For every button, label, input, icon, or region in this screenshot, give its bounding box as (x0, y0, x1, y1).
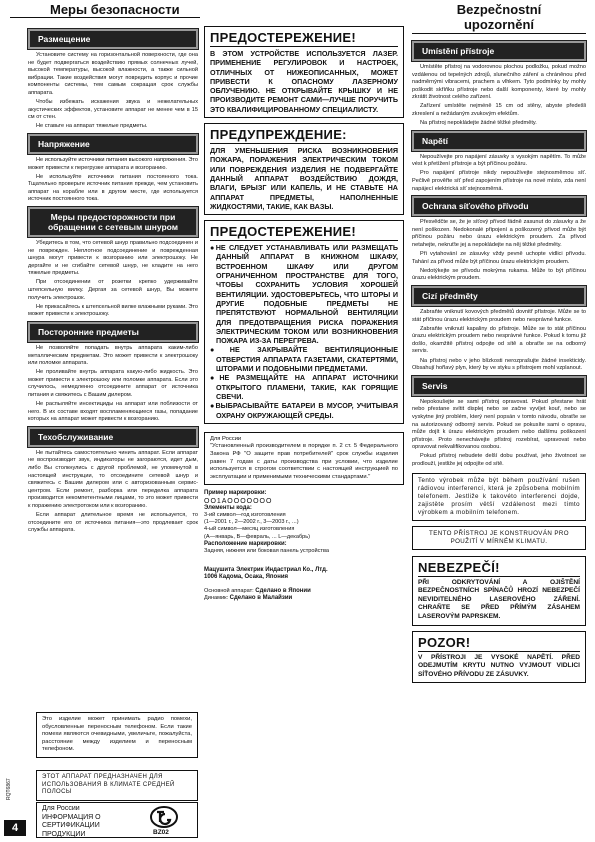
paragraph: Přesvědčte se, že je síťový přívod řádně zasunut do zásuvky a že není poškozen. Nedokonalé připojení a poškozený přívod může být příčinou požáru nebo úrazu elektrickým proudem. Za přívod netahejte, nekruťte jej a nepokládejte na něj těžké předměty. (412, 219, 586, 248)
section-body-placement (28, 52, 198, 131)
ventilation-caution-title: ПРЕДОСТЕРЕЖЕНИЕ! (210, 224, 398, 241)
russia-box-text: "Установленный производителем в порядке п. 2 ст. 5 Федерального Закона РФ "О защите прав потребителей" срок службы изделия равен 7 годам с даты производства при условии, что изделие используется в строгом соответствии с настоящей инструкцией по эксплуатации и применимыми техническими стандартами." (210, 443, 398, 480)
right-column (412, 38, 586, 688)
section-title-power-cord-cz: Ochrana síťového přívodu (412, 196, 586, 216)
manufacturer-name: Мацушита Электрик Индастриал Ко., Лтд. (204, 567, 328, 574)
manufacturer-info (204, 567, 404, 602)
section-title-foreign-objects: Посторонние предметы (28, 322, 198, 342)
paragraph: Не распыляйте инсектициды на аппарат или поблизости от него. В их составе входят воспламеняющиеся газы, попадание которых на аппарат может привести к возгоранию. (28, 401, 198, 423)
russia-service-life-box (204, 432, 404, 486)
fire-warning-box (204, 123, 404, 215)
cert-code: BZ02 (153, 829, 169, 836)
section-body-power-cord (28, 240, 198, 319)
russia-box-title: Для России (210, 435, 242, 442)
marking-location: Задняя, нижняя или боковая панель устройства (204, 547, 329, 554)
section-title-voltage: Напряжение (28, 134, 198, 154)
paragraph: Не используйте источники питания высокого напряжения. Это может привести к перегрузке аппарата и возгоранию. (28, 156, 198, 171)
paragraph: Не пытайтесь самостоятельно чинить аппарат. Если аппарат не воспроизводит звук, индикаторы не загораются, идет дым, либо Вы столкнулись с другой проблемой, не упомянутой в настоящей инструкции, то отсоедините сетевой шнур и свяжитесь с Вашим дилером или с авторизованным сервис-центром. Если ремонт, разборка или переделка аппарата производится некомпетентными лицами, то это может привести к поражению электротоком или к возгоранию. (28, 449, 198, 510)
laser-caution-text: В ЭТОМ УСТРОЙСТВЕ ИСПОЛЬЗУЕТСЯ ЛАЗЕР. ПРИМЕНЕНИЕ РЕГУЛИРОВОК И НАСТРОЕК, ОТЛИЧНЫХ ОТ НИЖЕОПИСАННЫХ, МОЖЕТ ПРИВЕСТИ К ОПАСНОМУ ЛАЗЕРНОМУ ОБЛУЧЕНИЮ. НЕ ОТКРЫВАЙТЕ КРЫШКУ И НЕ ПРОИЗВОДИТЕ РЕМОНТ САМИ—ЛУЧШЕ ПОРУЧИТЬ ЭТО КВАЛИФИЦИРОВАННОМУ СПЕЦИАЛИСТУ. (210, 49, 398, 114)
section-body-foreign-objects-cz (412, 309, 586, 373)
right-header-line-1: Bezpečnostní (456, 2, 542, 17)
left-column (28, 26, 198, 536)
gost-certification-icon (149, 805, 179, 829)
paragraph: Nepokoušejte se sami přístroj opravovat. Pokud přestane hrát nebo přestane svítit displej nebo se začne vyvíjet kouř, nebo se vyskytne jiný problém, který není popsán v tomto návodu, obraťte se na autorizovaný odborný servis. Pokud se pokusíte sami o opravu, může dojít k úrazu elektrickým proudem nebo dalšímu poškození přístroje. Proto nenechávejte přístroj rozebírat, upravovat nebo opravovat nekvalifikovanou osobou. (412, 398, 586, 451)
paragraph: Nepoužívejte pro napájení zásuvky s vysokým napětím. To může vést k přetížení přístroje a být příčinou požáru. (412, 153, 586, 168)
document-code: RQT6867 (6, 778, 12, 800)
fire-warning-title: ПРЕДУПРЕЖДЕНИЕ: (210, 127, 398, 144)
paragraph: Na přístroj nebo v jeho blízkosti nerozprašujte žádné insekticidy. Obsahují hořlavý plyn, který by ve styku s přístrojem mohl vzplanout. (412, 357, 586, 372)
paragraph: Zabraňte vniknutí kapaliny do přístroje. Může se to stát příčinou úrazu elektrickým proudem nebo nesprávné funkce. Pokud k tomu již došlo, okamžitě přístroj odpojte od sítě a obraťte se na odborný servis. (412, 325, 586, 355)
marking-line: (1—2001 г., 2—2002 г., 3—2003 г., ...) (204, 519, 299, 526)
caution-item: ●НЕ РАЗМЕЩАЙТЕ НА АППАРАТ ИСТОЧНИКИ ОТКРЫТОГО ПЛАМЕНИ, ТАКИЕ, КАК ГОРЯЩИЕ СВЕЧИ. (210, 373, 398, 401)
marking-location-title: Расположение маркировки: (204, 540, 287, 547)
right-header-title (412, 0, 586, 34)
caution-text: V PŘÍSTROJI JE VYSOKÉ NAPĚTÍ. PŘED ODEJMUTÍM KRYTU NUTNO VYJMOUT VIDLICI SÍŤOVÉHO PŘÍVODU ZE ZÁSUVKY. (418, 653, 580, 678)
phone-interference-note: Это изделие может принимать радио помехи, обусловленные переносным телефоном. Если такие помехи являются очевидными, увеличьте, пожалуйста, расстояние между изделием и переносным телефоном. (36, 712, 198, 758)
paragraph: Не используйте источники питания постоянного тока. Тщательно проверьте источник питания прежде, чем установить аппарат на корабле или в другом месте, где используется источник постоянного тока. (28, 173, 198, 203)
caution-item: ●НЕ СЛЕДУЕТ УСТАНАВЛИВАТЬ ИЛИ РАЗМЕЩАТЬ ДАННЫЙ АППАРАТ В КНИЖНОМ ШКАФУ, ВСТРОЕННОМ ШКАФУ ИЛИ ДРУГОМ ОГРАНИЧЕННОМ ПРОСТРАНСТВЕ ДЛЯ ТОГО, ЧТОБЫ СОХРАНИТЬ УСЛОВИЯ ХОРОШЕЙ ВЕНТИЛЯЦИИ. УДОСТОВЕРЬТЕСЬ, ЧТО ШТОРЫ И ДРУГИЕ ПОДОБНЫЕ ПРЕДМЕТЫ НЕ ПРЕПЯТСТВУЮТ НОРМАЛЬНОЙ ВЕНТИЛЯЦИИ ДЛЯ ПРЕДОТВРАЩЕНИЯ РИСКА ПОРАЖЕНИЯ ЭЛЕКТРИЧЕСКИМ ТОКОМ ИЛИ ВОЗНИКНОВЕНИЯ ПОЖАРА ИЗ-ЗА ПЕРЕГРЕВА. (210, 243, 398, 346)
speakers-label: Динамик: (204, 594, 229, 601)
origin-value: Сделано в Японии (255, 587, 311, 594)
middle-column (204, 26, 404, 602)
paragraph: Не прикасайтесь к штепсельной вилке влажными руками. Это может привести к электрошоку. (28, 303, 198, 318)
danger-box-cz (412, 556, 586, 626)
cert-line: ИНФОРМАЦИЯ О (42, 813, 101, 821)
origin-label: Основной аппарат: (204, 587, 254, 594)
paragraph: Если аппарат длительное время не используется, то отсоедините его от источника питания—это продлевает срок службы аппарата. (28, 512, 198, 534)
page-number: 4 (4, 820, 26, 836)
marking-elements-title: Элементы кода: (204, 504, 252, 511)
section-body-foreign-objects (28, 345, 198, 424)
section-title-service-cz: Servis (412, 376, 586, 396)
paragraph: Не проливайте внутрь аппарата какую-либо жидкость. Это может привести к электрошоку или поломке аппарата. Если это случилось, немедленно отсоедините аппарат от источника питания и свяжитесь с Вашим дилером. (28, 369, 198, 398)
section-title-foreign-objects-cz: Cizí předměty (412, 286, 586, 306)
paragraph: При отсоединении от розетки крепко удерживайте штепсельную вилку. Дергая за сетевой шнур, Вы можете получить электрошок. (28, 279, 198, 301)
marking-info (204, 490, 404, 555)
section-title-power-cord: Меры предосторожности при обращении с сетевым шнуром (28, 207, 198, 237)
marking-line: 3-ий символ—год изготовления (204, 511, 286, 518)
paragraph: Не позволяйте попадать внутрь аппарата каким-либо металлическим предметам. Это может привести к электрошоку или поломке аппарата. (28, 344, 198, 367)
marking-line: 4-ый символ—месяц изготовления (204, 526, 295, 533)
ventilation-caution-box (204, 220, 404, 424)
caution-item: ●ВЫБРАСЫВАЙТЕ БАТАРЕИ В МУСОР, УЧИТЫВАЯ ОХРАНУ ОКРУЖАЮЩЕЙ СРЕДЫ. (210, 401, 398, 420)
section-body-voltage-cz (412, 154, 586, 193)
marking-example: ОО1АООООООО (204, 497, 273, 505)
danger-title: NEBEZPEČÍ! (418, 560, 580, 577)
section-body-placement-cz (412, 64, 586, 128)
climate-note: ЭТОТ АППАРАТ ПРЕДНАЗНАЧЕН ДЛЯ ИСПОЛЬЗОВАНИЯ В КЛИМАТЕ СРЕДНЕЙ ПОЛОСЫ (36, 770, 198, 801)
caution-item: ●НЕ ЗАКРЫВАЙТЕ ВЕНТИЛЯЦИОННЫЕ ОТВЕРСТИЯ АППАРАТА ГАЗЕТАМИ, СКАТЕРТЯМИ, ШТОРАМИ И ПОДОБНЫМИ ПРЕДМЕТАМИ. (210, 345, 398, 374)
section-title-voltage-cz: Napětí (412, 131, 586, 151)
paragraph: Při vytahování ze zásuvky vždy pevně uchopte vidlici přívodu. Tahání za přívod může být příčinou úrazu elektrickým proudem. (412, 251, 586, 265)
certification-box (36, 802, 198, 838)
section-title-placement: Размещение (28, 29, 198, 49)
paragraph: Pokud přístroj nebudete delší dobu používat, jeho životnost se prodlouží, jestliže jej odpojíte od sítě. (412, 453, 586, 467)
marking-title: Пример маркировки: (204, 490, 267, 497)
paragraph: Zabraňte vniknutí kovových předmětů dovnitř přístroje. Může se to stát příčinou úrazu elektrickým proudem nebo nesprávné funkce. (412, 308, 586, 323)
laser-caution-title: ПРЕДОСТЕРЕЖЕНИЕ! (210, 30, 398, 47)
section-title-service: Техобслуживание (28, 427, 198, 447)
danger-text: PŘI ODKRYTOVÁNÍ A OJIŠTĚNÍ BEZPEČNOSTNÍCH SPÍNAČŮ HROZÍ NEBEZPEČÍ NEVIDITELNÉHO LASEROVÉHO ZÁŘENÍ. CHRAŇTE SE PŘED PŘÍMÝM ZÁSAHEM LASEROVÝM PAPRSKEM. (418, 578, 580, 620)
paragraph: Na přístroj nepokládejte žádné těžké předměty. (420, 120, 537, 127)
section-body-service (28, 450, 198, 535)
climate-note-cz: TENTO PŘÍSTROJ JE KONSTRUOVÁN PRO POUŽITÍ V MÍRNÉM KLIMATU. (412, 526, 586, 550)
paragraph: Pro napájení přístroje nikdy nepoužívejte stejnosměrnou síť. Pečlivě prověřte síť před zapojením přístroje na nové místo, zda není napájecí elektrická síť stejnosměrná. (412, 170, 586, 192)
paragraph: Убедитесь в том, что сетевой шнур правильно подсоединен и не поврежден. Неплотное подсоединение и поврежденная шнура могут привести к возгоранию или электрошоку. Не дергайте и не сгибайте сетевой шнур, не кладите на него тяжелые предметы. (28, 240, 198, 277)
paragraph: Чтобы избежать искажения звука и нежелательных акустических эффектов, установите аппарат не менее чем в 15 см от стен. (28, 99, 198, 121)
section-body-voltage (28, 157, 198, 204)
section-body-power-cord-cz (412, 219, 586, 283)
paragraph: Не ставьте на аппарат тяжелые предметы. (36, 123, 148, 130)
paragraph: Umístěte přístroj na vodorovnou plochou podložku, pokud možno vzdálenou od tepelných zdrojů, slunečního záření a chráněnou před nadměrnými vibracemi, prachem a vlhkem. Tyto podmínky by mohly poškodit skříňku přístroje nebo další komponenty, které by mohly zkrátit životnost celého zařízení. (412, 64, 586, 101)
caution-box-cz (412, 631, 586, 684)
phone-interference-note-cz: Tento výrobek může být během používání rušen rádiovou interferencí, která je způsobena mobilním telefonem. Jestliže k takovéto interferenci dojde, zajistěte prosím větší vzdálenost mezi tímto výrobkem a mobilním telefonem. (412, 473, 586, 521)
laser-caution-box (204, 26, 404, 118)
fire-warning-text: ДЛЯ УМЕНЬШЕНИЯ РИСКА ВОЗНИКНОВЕНИЯ ПОЖАРА, ПОРАЖЕНИЯ ЭЛЕКТРИЧЕСКИМ ТОКОМ ИЛИ ПОВРЕЖДЕНИЯ ИЗДЕЛИЯ НЕ ПОДВЕРГАЙТЕ ДАННЫЙ АППАРАТ ВОЗДЕЙСТВИЮ ДОЖДЯ, ВЛАГИ, БРЫЗГ ИЛИ КАПЕЛЬ, И НЕ СТАВЬТЕ НА АППАРАТ ПРЕДМЕТЫ, НАПОЛНЕННЫЕ ЖИДКОСТЯМИ, ТАКИЕ, КАК ВАЗЫ. (210, 146, 398, 211)
caution-title: POZOR! (418, 635, 580, 652)
right-header-line-2: upozornění (463, 17, 535, 32)
paragraph: Установите систему на горизонтальной поверхности, где она не будет подвергаться воздействию прямых солнечных лучей, высокой температуры, высокой влажности, а также сильной вибрации. Такие воздействия могут повредить корпус и прочие компоненты системы, тем самым сокращая срок службы аппарата. (28, 52, 198, 96)
section-title-placement-cz: Umístění přístroje (412, 41, 586, 61)
cert-line: ПРОДУКЦИИ (42, 830, 86, 838)
paragraph: Zařízení umístěte nejméně 15 cm od stěny, abyste předešli zkreslení a nežádaným zvukovým efektům. (412, 103, 586, 118)
manufacturer-address: 1006 Кадома, Осака, Япония (204, 574, 289, 581)
cert-line: СЕРТИФИКАЦИИ (42, 822, 100, 829)
paragraph: Nedotýkejte se přívodu mokrýma rukama. Může to být příčinou úrazu elektrickým proudem. (412, 267, 586, 282)
speakers-value: Сделано в Малайзии (229, 594, 293, 601)
marking-line: (А—январь, В—февраль, ... L—декабрь) (204, 533, 311, 540)
left-header-title: Меры безопасности (10, 0, 200, 18)
section-body-service-cz (412, 399, 586, 469)
cert-line: Для России (42, 805, 80, 812)
